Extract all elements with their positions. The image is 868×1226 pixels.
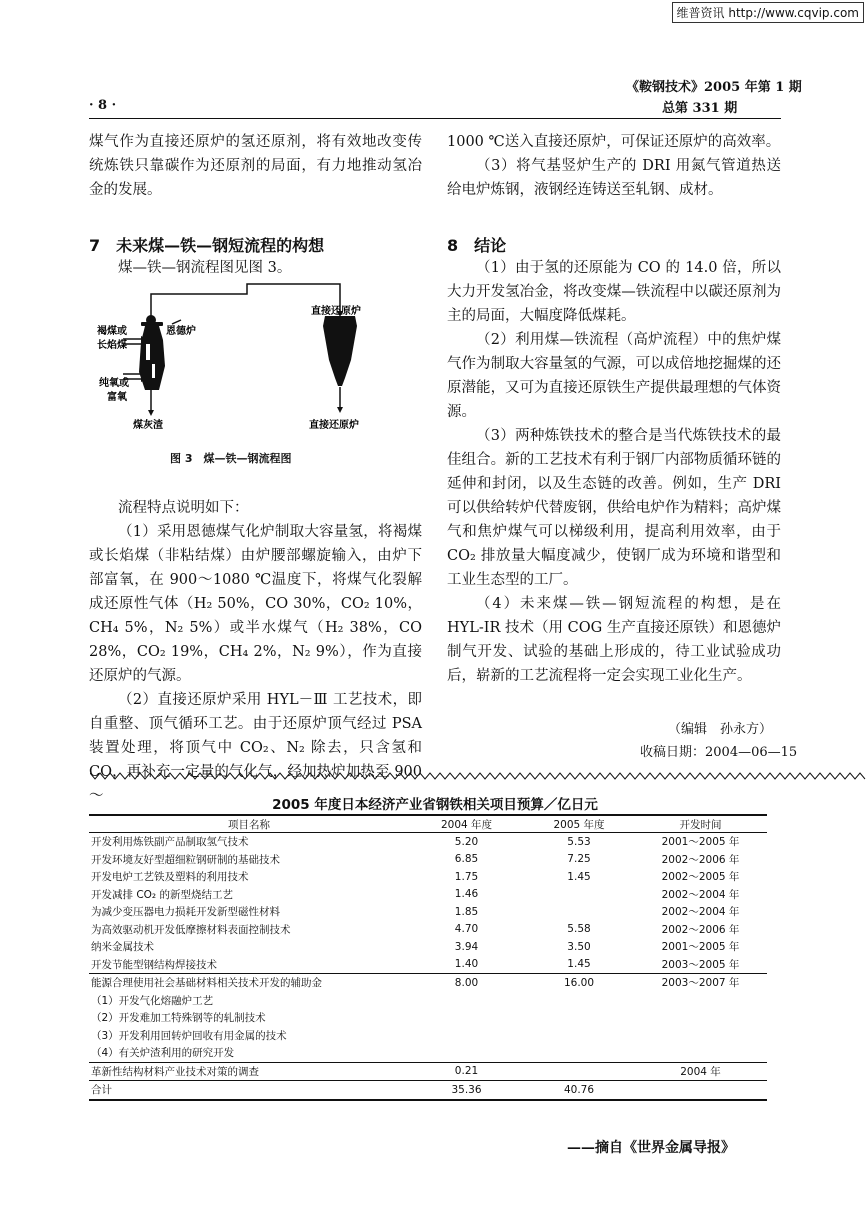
total-issue: 总第 331 期 [662,101,738,116]
drf-bottom-label: 直接还原炉 [309,420,359,431]
cell: 35.36 [409,1081,524,1100]
cell: 2001～2005 年 [661,941,740,954]
watermark: 维普资讯 http://www.cqvip.com [672,2,864,23]
paragraph: 1000 ℃送入直接还原炉，可保证还原炉的高效率。 [447,134,781,150]
cell: 开发节能型钢结构焊接技术 [91,958,217,971]
cell: 16.00 [524,974,634,992]
cell [524,1009,634,1027]
table-row [89,974,767,992]
cell: 为减少变压器电力损耗开发新型磁性材料 [91,906,280,919]
left-top-text [89,130,422,202]
cell: 7.25 [567,853,591,866]
cell: 4.70 [454,923,479,936]
gasifier-label: 恩德炉 [166,326,196,337]
journal-issue: 《鞍钢技术》2005 年第 1 期 [626,80,802,95]
cell: 合计 [89,1081,409,1100]
cell: 1.40 [454,958,479,971]
cell: 5.58 [567,923,591,936]
cell: 6.85 [454,853,479,866]
ash-label: 煤灰渣 [133,420,163,431]
cell: 开发利用炼铁副产品制取氢气技术 [91,836,249,849]
figure-caption: 图 3 煤—铁—钢流程图 [170,452,292,465]
cell: 5.53 [567,835,591,848]
cell [634,1081,767,1100]
table-row [89,903,767,921]
column-header: 项目名称 [89,815,409,833]
cell: 2003～2007 年 [634,974,767,992]
cell: （3）开发利用回转炉回收有用金属的技术 [91,1029,287,1042]
cell: （4）有关炉渣利用的研究开发 [91,1047,235,1060]
oxygen-label-2: 富氧 [107,392,127,403]
table-row [89,886,767,904]
figure-intro: 煤—铁—钢流程图见图 3。 [118,260,292,276]
paragraph: （2）利用煤—铁流程（高炉流程）中的焦炉煤气作为制取大容量氢的气源，可以成倍地挖掘煤的还原潜能，又可为直接还原铁生产提供最理想的气体资源。 [447,332,781,420]
cell [409,1027,524,1045]
right-top-text [447,130,781,202]
paragraph: （2）直接还原炉采用 HYL－Ⅲ 工艺技术，即自重整、顶气循环工艺。由于还原炉顶气经过 PSA 装置处理，将顶气中 CO₂、N₂ 除去，只含氢和 CO，再补充一定量的气化气，经加热炉加热至 900～ [89,692,422,804]
cell [634,1009,767,1027]
cell: 1.75 [454,870,479,883]
budget-table-wrap [89,814,767,1101]
cell [634,1027,767,1045]
cell: 2002～2006 年 [661,923,740,936]
cell [634,992,767,1010]
table-row [89,833,767,851]
cell: 为高效驱动机开发低摩擦材料表面控制技术 [91,923,291,936]
cell [524,903,634,921]
table-row [89,1027,767,1045]
paragraph: （3）两种炼铁技术的整合是当代炼铁技术的最佳组合。新的工艺技术有利于钢厂内部物质循环链的延伸和封闭，以及生态链的改善。例如，生产 DRI 可以供给转炉代替废钢，供给电炉作为精料；高炉煤气和焦炉煤气可以梯级利用，提高利用效率，由于 CO₂ 排放量大幅度减少，使钢厂成为环境和谐型和工业生态型的工厂。 [447,428,781,588]
table-row [89,921,767,939]
cell [524,992,634,1010]
cell: 2002～2005 年 [661,871,740,884]
cell: 1.45 [567,958,591,971]
process-description [89,496,422,808]
column-header: 2005 年度 [524,815,634,833]
section-8-title: 8 结论 [447,236,507,255]
cell: （2）开发难加工特殊钢等的轧制技术 [91,1012,266,1025]
column-header: 开发时间 [634,815,767,833]
cell: 8.00 [409,974,524,992]
cell: 1.85 [454,905,479,918]
column-header: 2004 年度 [409,815,524,833]
table-row [89,851,767,869]
table-row [89,956,767,974]
cell [524,1062,634,1081]
cell: 1.45 [567,870,591,883]
table-row [89,868,767,886]
cell: 2004 年 [634,1062,767,1081]
table-row [89,1044,767,1062]
cell: 0.21 [409,1062,524,1081]
table-row [89,992,767,1010]
cell: 5.20 [454,835,479,848]
budget-table [89,814,767,1101]
cell [634,1044,767,1062]
coal-label: 褐煤或 [97,326,127,337]
cell: 3.94 [454,940,479,953]
table-row [89,1062,767,1081]
cell: 纳米金属技术 [91,941,154,954]
table-header-row [89,815,767,833]
paragraph: （4）未来煤—铁—钢短流程的构想，是在 HYL-IR 技术（用 COG 生产直接还原铁）和恩德炉制气开发、试验的基础上形成的，待工业试验成功后，崭新的工艺流程将一定会实现工业化生产。 [447,596,781,684]
cell: 开发电炉工艺铁及塑料的利用技术 [91,871,249,884]
process-heading: 流程特点说明如下： [118,500,249,516]
table-row [89,1009,767,1027]
cell: 40.76 [524,1081,634,1100]
cell: 开发减排 CO₂ 的新型烧结工艺 [91,888,233,901]
wavy-divider [90,771,868,781]
cell: 革新性结构材料产业技术对策的调查 [89,1062,409,1081]
page-number: · 8 · [89,98,117,113]
cell: 能源合理使用社会基础材料相关技术开发的辅助金 [89,974,409,992]
cell [409,992,524,1010]
cell [524,886,634,904]
cell: 2001～2005 年 [661,836,740,849]
cell: 2002～2006 年 [661,853,740,866]
paragraph: 煤气作为直接还原炉的氢还原剂，将有效地改变传统炼铁只靠碳作为还原剂的局面，有力地推动氢冶金的发展。 [89,134,422,198]
cell: 3.50 [567,940,591,953]
cell [524,1044,634,1062]
conclusion-text [447,256,781,688]
cell: 1.46 [454,888,479,901]
paragraph: （1）由于氢的还原能为 CO 的 14.0 倍，所以大力开发氢冶金，将改变煤—铁流程中以碳还原剂为主的局面，大幅度降低煤耗。 [447,260,781,324]
header-rule [89,118,781,119]
drf-top-label: 直接还原炉 [311,306,361,317]
cell [409,1009,524,1027]
paragraph: （1）采用恩德煤气化炉制取大容量氢，将褐煤或长焰煤（非粘结煤）由炉腰部螺旋输入，由炉下部富氧，在 900～1080 ℃温度下，将煤气化裂解成还原性气体（H₂ 50%，CO 30%，CO₂ 10%，CH₄ 5%，N₂ 5%）或半水煤气（H₂ 38%，CO 28%，CO₂ 19%，CH₄ 2%，N₂ 9%），作为直接还原炉的气源。 [89,524,422,684]
table-title: 2005 年度日本经济产业省钢铁相关项目预算／亿日元 [272,797,598,813]
cell: （1）开发气化熔融炉工艺 [91,994,214,1007]
flow-diagram [89,282,419,432]
source-note: ——摘自《世界金属导报》 [567,1140,735,1156]
cell: 开发环境友好型超细粒钢研制的基础技术 [91,853,280,866]
cell [409,1044,524,1062]
cell: 2002～2004 年 [661,888,740,901]
received-date: 收稿日期：2004—06—15 [640,745,798,760]
cell [524,1027,634,1045]
table-row [89,938,767,956]
cell: 2003～2005 年 [661,958,740,971]
oxygen-label: 纯氧或 [99,378,129,389]
coal-label-2: 长焰煤 [97,340,127,351]
section-7-title: 7 未来煤—铁—钢短流程的构想 [89,236,325,255]
cell: 2002～2004 年 [661,906,740,919]
editor-note: （编辑 孙永方） [668,722,773,737]
table-total-row [89,1081,767,1100]
paragraph: （3）将气基竖炉生产的 DRI 用氮气管道热送给电炉炼钢，液钢经连铸送至轧钢、成材。 [447,158,781,198]
